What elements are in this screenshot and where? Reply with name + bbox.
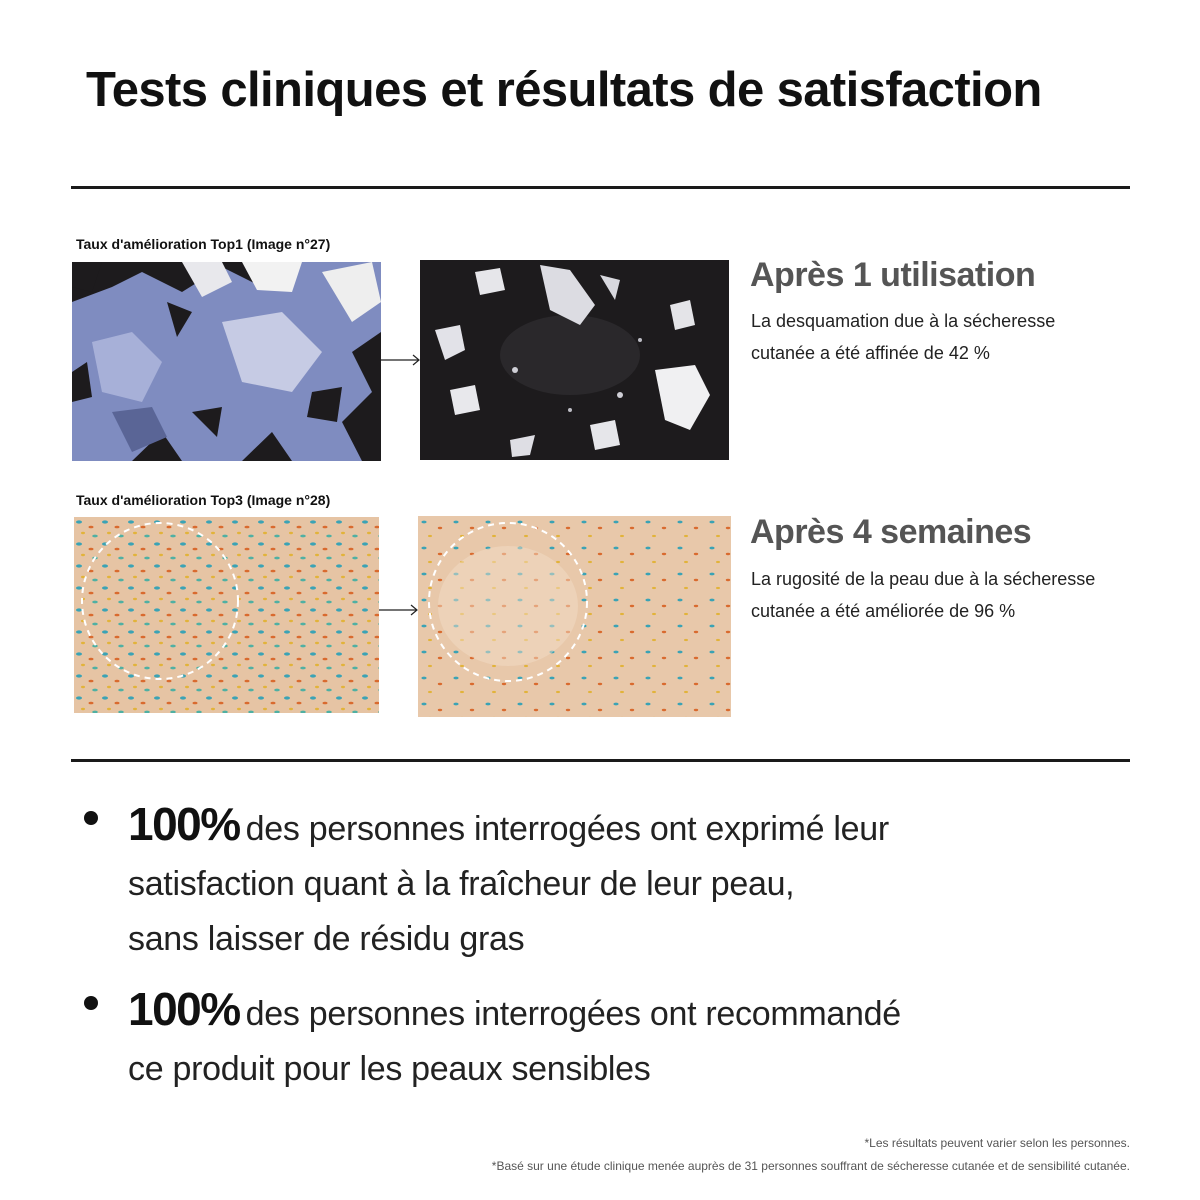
bullet-2-line1-text: des personnes interrogées ont recommandé [245,995,901,1033]
image-caption-top3: Taux d'amélioration Top3 (Image n°28) [76,492,331,508]
after-image-flakes [420,260,729,460]
result-text-2-line1: La rugosité de la peau due à la sécheresse [751,569,1096,589]
bullet-2-line1 [128,982,1128,1042]
result-heading-1: Après 1 utilisation [750,256,1036,294]
result-text-2-line2: cutanée a été améliorée de 96 % [751,601,1016,621]
image-caption-top1: Taux d'amélioration Top1 (Image n°27) [76,236,331,252]
bullet-1-line3: sans laisser de résidu gras [128,920,525,958]
bottom-divider [71,759,1130,762]
result-text-1-line1: La desquamation due à la sécheresse [751,311,1056,331]
result-text-1-line2: cutanée a été affinée de 42 % [751,343,990,363]
satisfaction-percent-1: 100% [128,798,240,850]
satisfaction-text-2 [128,982,1128,1097]
arrow-right-icon [379,603,419,617]
page-title: Tests cliniques et résultats de satisfaction [86,63,1042,117]
arrow-right-icon [381,353,421,367]
result-text-2 [751,563,1171,627]
after-image-skin [418,516,731,717]
bullet-icon [84,811,98,825]
bullet-icon [84,996,98,1010]
satisfaction-text-1 [128,797,1128,967]
before-image-flakes [72,262,381,461]
bullet-1-line1-text: des personnes interrogées ont exprimé leur [245,810,889,848]
footnote-study-basis: *Basé sur une étude clinique menée auprès de 31 personnes souffrant de sécheresse cutanée et de sensibilité cutanée. [491,1159,1130,1173]
bullet-1-line1 [128,797,1128,857]
satisfaction-percent-2: 100% [128,983,240,1035]
before-image-skin [74,517,379,713]
result-heading-2: Après 4 semaines [750,513,1032,551]
result-text-1 [751,305,1171,369]
top-divider [71,186,1130,189]
bullet-1-line2: satisfaction quant à la fraîcheur de leur peau, [128,865,795,903]
footnote-results-vary: *Les résultats peuvent varier selon les personnes. [864,1136,1130,1150]
bullet-2-line2: ce produit pour les peaux sensibles [128,1050,651,1088]
